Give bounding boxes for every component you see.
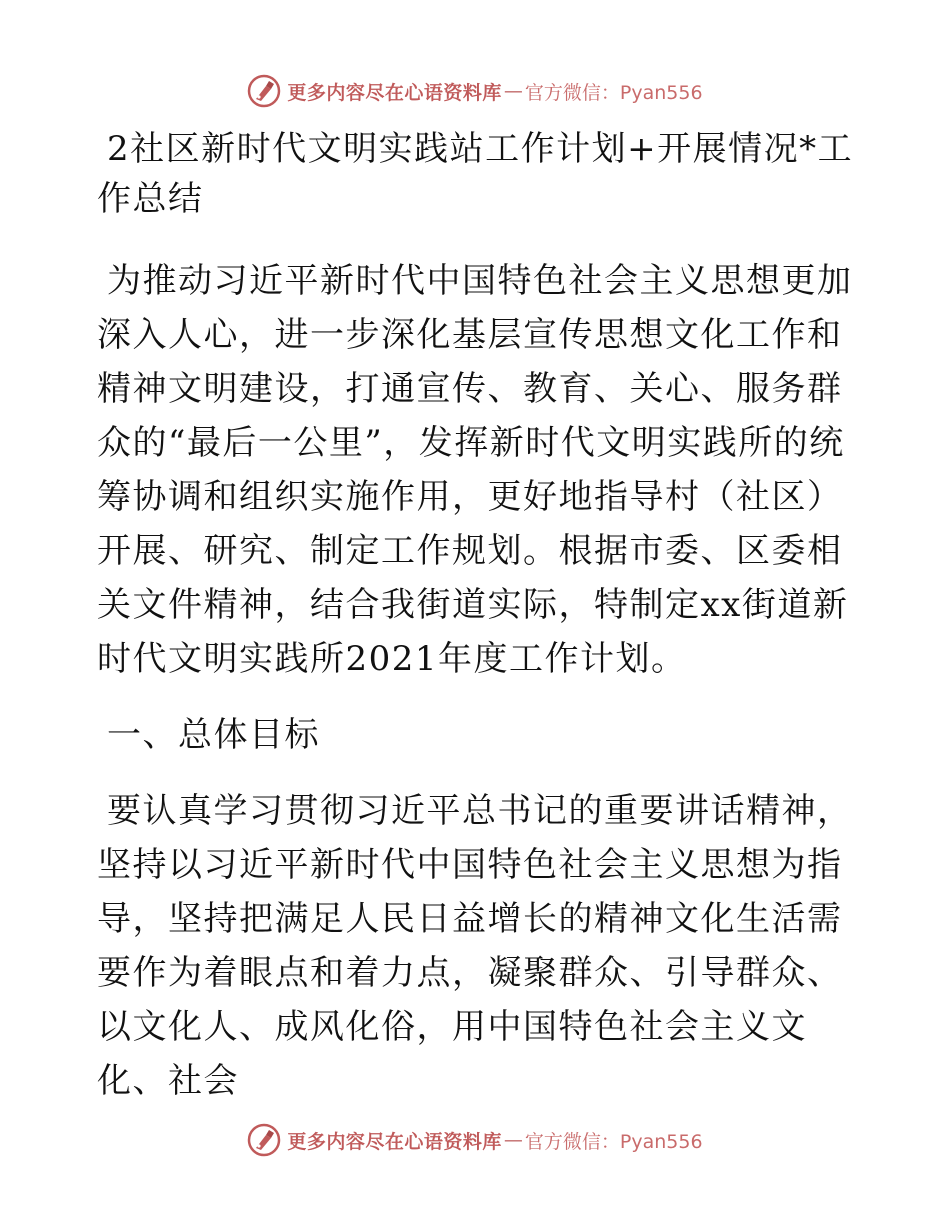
document-body [97, 124, 857, 1108]
watermark-separator: — [503, 1129, 523, 1151]
watermark-contact: 官方微信：Pyan556 [524, 81, 703, 104]
watermark-brand: 更多内容尽在心语资料库 [287, 81, 502, 104]
watermark-brand: 更多内容尽在心语资料库 [287, 1130, 502, 1153]
document-title: 2社区新时代文明实践站工作计划+开展情况*工作总结 [97, 129, 854, 219]
pen-nib-logo-icon [247, 74, 281, 108]
footer-watermark [0, 1120, 950, 1160]
watermark-contact: 官方微信：Pyan556 [524, 1130, 703, 1153]
pen-nib-logo-icon [247, 1123, 281, 1157]
overall-goal-paragraph: 要认真学习贯彻习近平总书记的重要讲话精神，坚持以习近平新时代中国特色社会主义思想为指导，坚持把满足人民日益增长的精神文化生活需要作为着眼点和着力点，凝聚群众、引导群众、以文化人、成风化俗，用中国特色社会主义文化、社会 [97, 791, 853, 1101]
watermark-separator: — [503, 80, 523, 102]
intro-paragraph: 为推动习近平新时代中国特色社会主义思想更加深入人心，进一步深化基层宣传思想文化工作和精神文明建设，打通宣传、教育、关心、服务群众的“最后一公里”，发挥新时代文明实践所的统筹协调和组织实施作用，更好地指导村（社区）开展、研究、制定工作规划。根据市委、区委相关文件精神，结合我街道实际，特制定xx街道新时代文明实践所2021年度工作计划。 [97, 261, 853, 679]
header-watermark [0, 71, 950, 111]
section-heading-overall-goal: 一、总体目标 [107, 715, 320, 755]
